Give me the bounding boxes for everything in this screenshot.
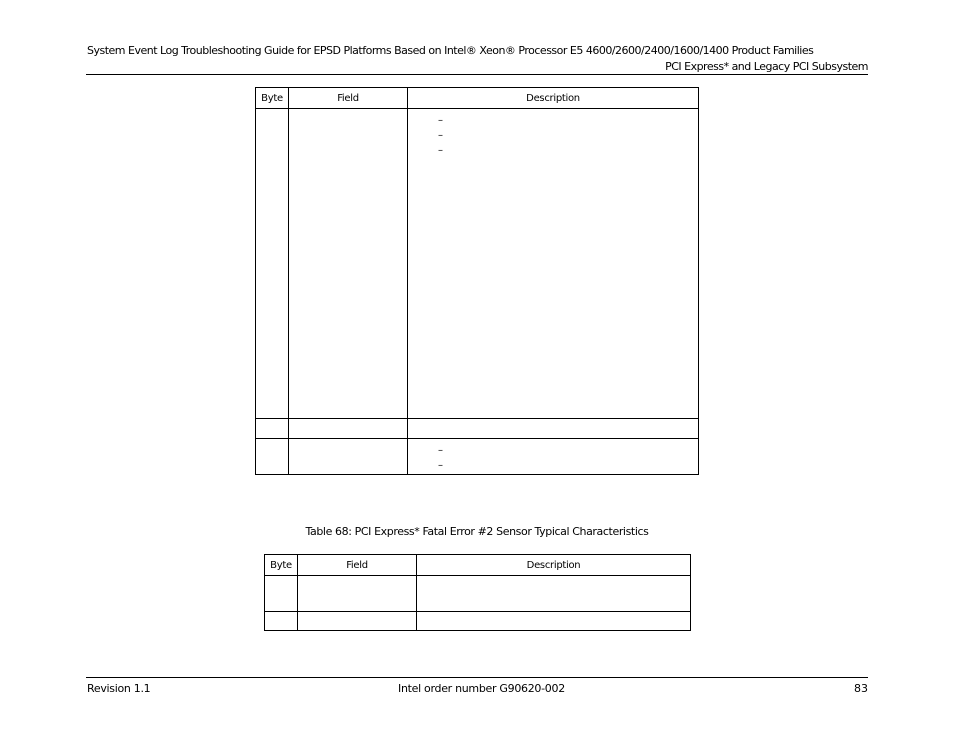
cell-description: [417, 612, 691, 631]
table-caption: Table 68: PCI Express* Fatal Error #2 Sensor Typical Characteristics: [305, 525, 649, 538]
cell-byte: [265, 612, 298, 631]
table-row: [256, 419, 699, 439]
table-fatal-error-2-characteristics: [264, 554, 691, 631]
column-header-field: Field: [289, 88, 408, 109]
column-header-description: Description: [417, 555, 691, 576]
cell-byte: [256, 439, 289, 475]
table-row: [265, 576, 691, 612]
table-event-data-continued: [255, 87, 699, 475]
cell-field: [298, 576, 417, 612]
footer-order-number: Intel order number G90620-002: [398, 682, 565, 695]
footer-divider: [86, 677, 868, 678]
column-header-description: Description: [408, 88, 699, 109]
cell-byte: [256, 419, 289, 439]
header-divider: [86, 74, 868, 75]
list-bullet: –: [438, 145, 443, 156]
table-row: [265, 612, 691, 631]
cell-byte: [265, 576, 298, 612]
cell-description: [408, 419, 699, 439]
list-bullet: –: [438, 115, 443, 126]
cell-description: [408, 439, 699, 475]
cell-description: [408, 109, 699, 419]
cell-field: [289, 109, 408, 419]
cell-field: [289, 419, 408, 439]
table-header-row: [256, 88, 699, 109]
cell-field: [298, 612, 417, 631]
page-number: 83: [854, 682, 868, 695]
cell-byte: [256, 109, 289, 419]
list-bullet: –: [438, 130, 443, 141]
header-section: PCI Express* and Legacy PCI Subsystem: [665, 60, 868, 73]
cell-description: [417, 576, 691, 612]
footer-revision: Revision 1.1: [87, 682, 151, 695]
column-header-field: Field: [298, 555, 417, 576]
table-row: [256, 439, 699, 475]
cell-field: [289, 439, 408, 475]
column-header-byte: Byte: [265, 555, 298, 576]
table-row: [256, 109, 699, 419]
list-bullet: –: [438, 460, 443, 471]
table-header-row: [265, 555, 691, 576]
column-header-byte: Byte: [256, 88, 289, 109]
list-bullet: –: [438, 445, 443, 456]
header-title: System Event Log Troubleshooting Guide for EPSD Platforms Based on Intel® Xeon® Processor E5 4600/2600/2400/1600/1400 Product Families: [87, 44, 814, 57]
